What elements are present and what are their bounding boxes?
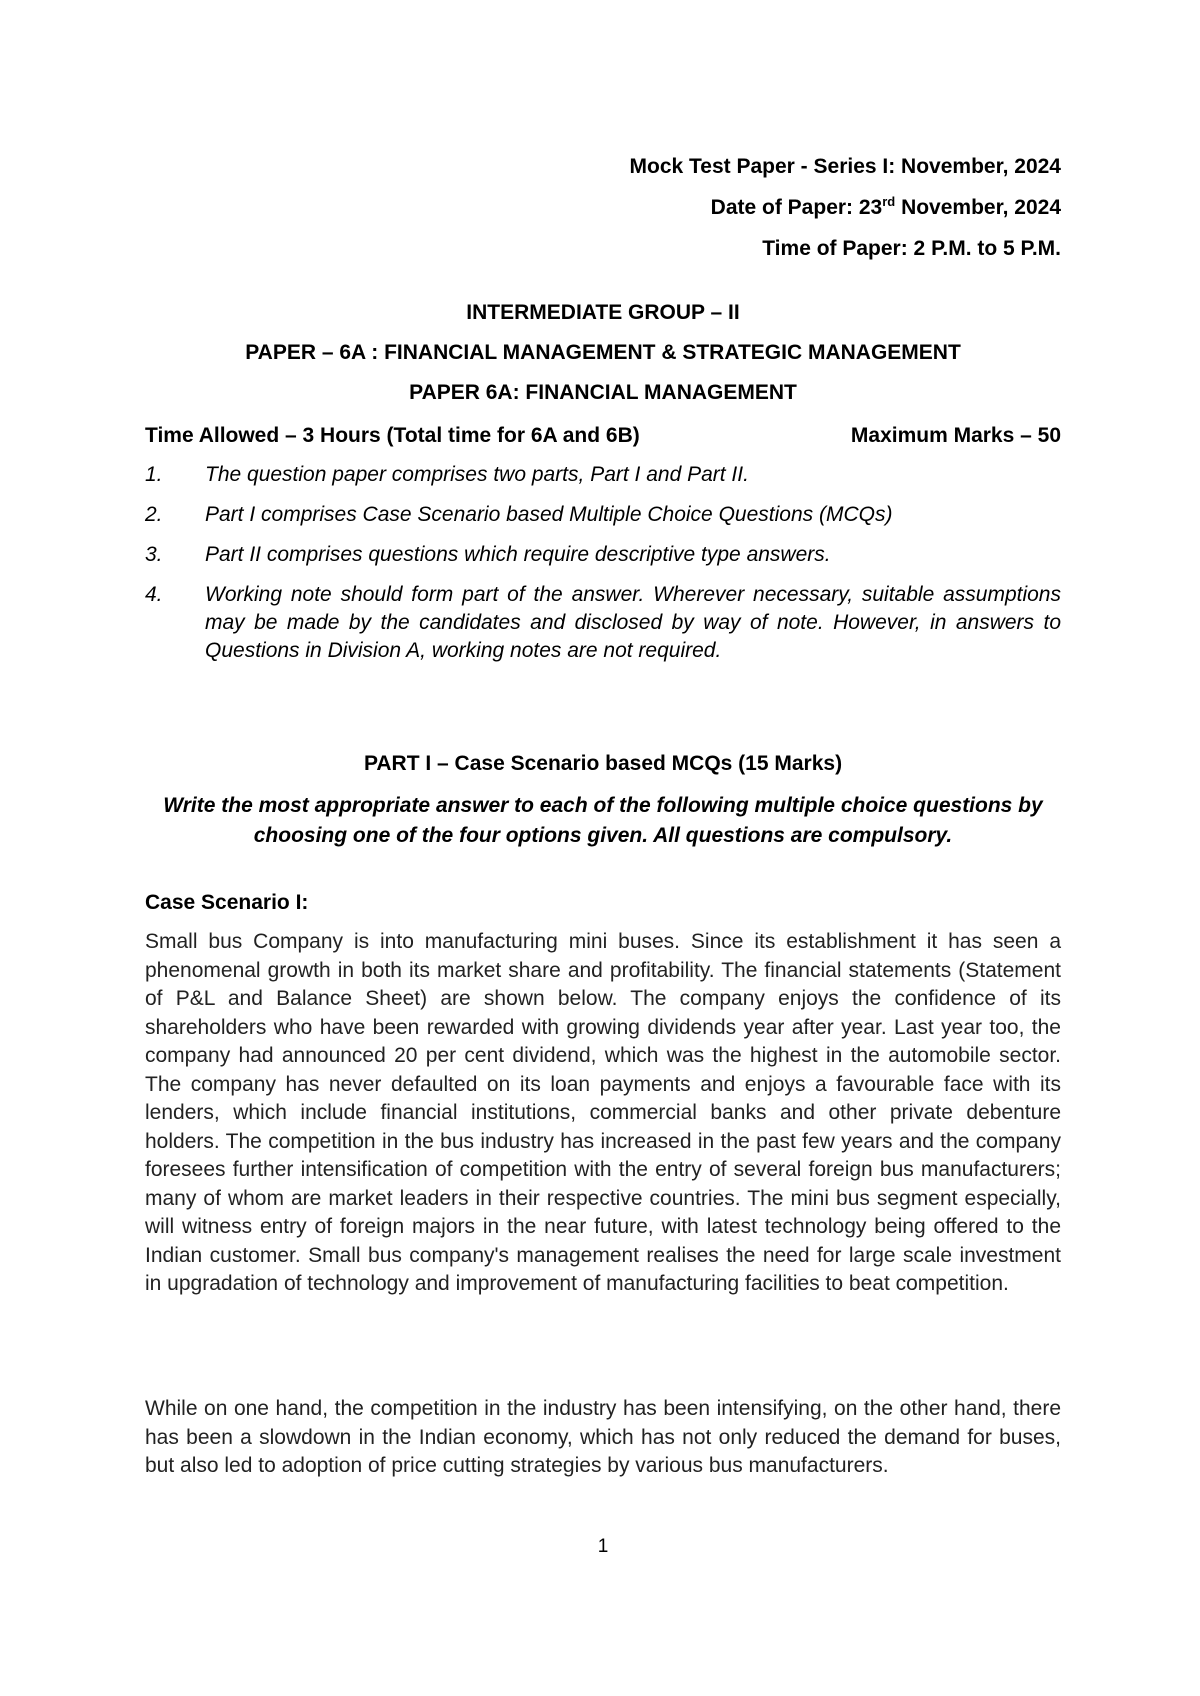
list-item bbox=[145, 581, 1061, 665]
list-item-text: Part II comprises questions which require descriptive type answers. bbox=[205, 543, 831, 566]
paper-title: PAPER – 6A : FINANCIAL MANAGEMENT & STRATEGIC MANAGEMENT bbox=[245, 341, 961, 364]
list-item-text: Part I comprises Case Scenario based Multiple Choice Questions (MCQs) bbox=[205, 503, 893, 526]
case-scenario-title: Case Scenario I: bbox=[145, 891, 309, 914]
instructions-list bbox=[145, 461, 1061, 677]
case-paragraph: While on one hand, the competition in the industry has been intensifying, on the other hand, there has been a slowdown in the Indian economy, which has not only reduced the demand for buses, but also led to adoption of price cutting strategies by various bus manufacturers. bbox=[145, 1397, 1061, 1477]
document-page bbox=[145, 0, 1061, 1696]
date-superscript: rd bbox=[882, 194, 896, 209]
case-paragraph: Small bus Company is into manufacturing mini buses. Since its establishment it has seen a phenomenal growth in both its market share and profitability. The financial statements (Statement of P&L and Balance Sheet) are shown below. The company enjoys the confidence of its shareholders who have been rewarded with growing dividends year after year. Last year too, the company had announced 20 per cent dividend, which was the highest in the automobile sector. The company has never defaulted on its loan payments and enjoys a favourable face with its lenders, which include financial institutions, commercial banks and other private debenture holders. The competition in the bus industry has increased in the past few years and the company foresees further intensification of competition with the entry of several foreign bus manufacturers; many of whom are market leaders in their respective countries. The mini bus segment especially, will witness entry of foreign majors in the near future, with latest technology being offered to the Indian customer. Small bus company's management realises the need for large scale investment in upgradation of technology and improvement of manufacturing facilities to beat competition. bbox=[145, 930, 1061, 1295]
part-instruction: Write the most appropriate answer to each of the following multiple choice questions by choosing one of the four options given. All questions are compulsory. bbox=[163, 794, 1043, 847]
subpaper-title: PAPER 6A: FINANCIAL MANAGEMENT bbox=[409, 381, 797, 404]
list-item-text: Working note should form part of the answer. Wherever necessary, suitable assumptions may be made by the candidates and disclosed by way of note. However, in answers to Questions in Division A, working notes are not required. bbox=[205, 583, 1061, 662]
list-item-number: 3. bbox=[145, 543, 163, 566]
list-item-text: The question paper comprises two parts, Part I and Part II. bbox=[205, 463, 749, 486]
date-suffix: November, 2024 bbox=[895, 196, 1061, 219]
part-heading: PART I – Case Scenario based MCQs (15 Marks) bbox=[363, 752, 843, 775]
group-title: INTERMEDIATE GROUP – II bbox=[466, 301, 740, 324]
list-item bbox=[145, 461, 1061, 489]
list-item bbox=[145, 541, 1061, 569]
time-of-paper-line: Time of Paper: 2 P.M. to 5 P.M. bbox=[762, 237, 1061, 260]
list-item-number: 1. bbox=[145, 463, 163, 486]
maximum-marks: Maximum Marks – 50 bbox=[850, 424, 1061, 447]
paper-header bbox=[630, 146, 1061, 269]
time-marks-row bbox=[145, 424, 1061, 448]
date-prefix: Date of Paper: 23 bbox=[710, 196, 883, 219]
time-allowed: Time Allowed – 3 Hours (Total time for 6A and 6B) bbox=[145, 424, 640, 447]
page-number: 1 bbox=[597, 1536, 609, 1557]
list-item-number: 4. bbox=[145, 583, 163, 606]
mock-test-line: Mock Test Paper - Series I: November, 2024 bbox=[629, 155, 1061, 178]
list-item-number: 2. bbox=[145, 503, 163, 526]
date-line bbox=[630, 187, 1061, 228]
list-item bbox=[145, 501, 1061, 529]
